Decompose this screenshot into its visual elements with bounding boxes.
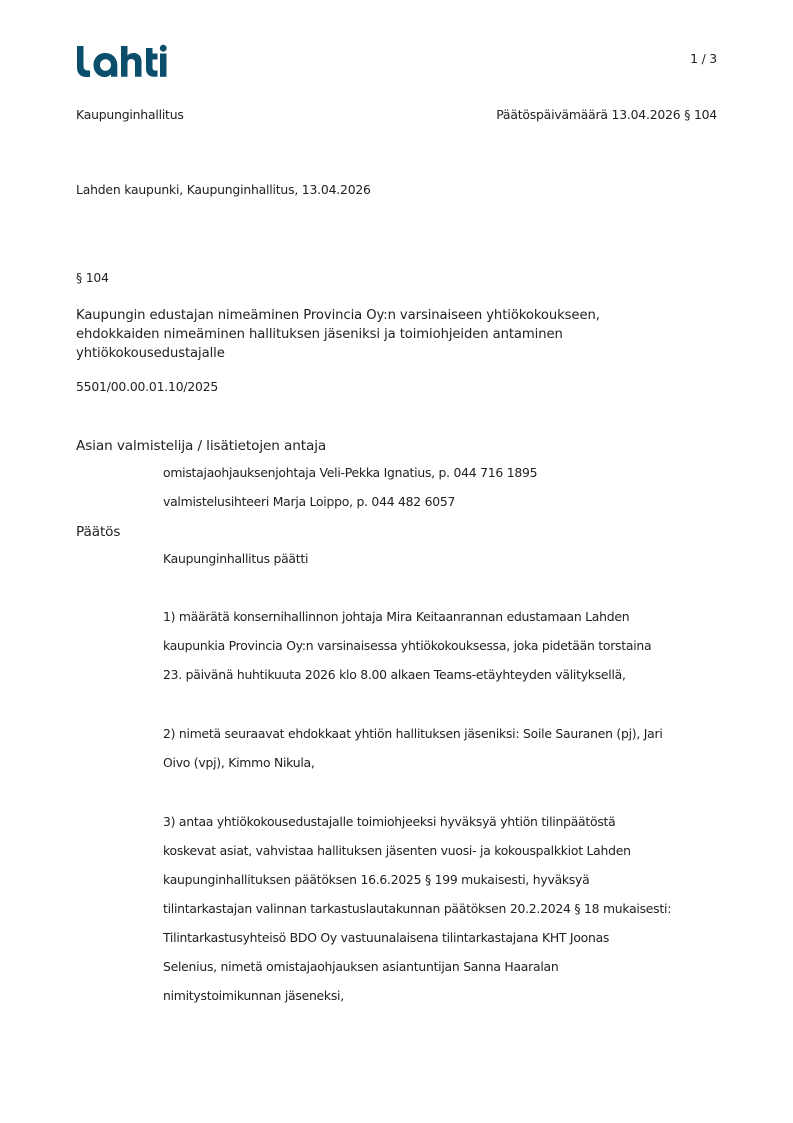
decision-item-line: kaupunginhallituksen päätöksen 16.6.2025 § 199 mukaisesti, hyväksyä (163, 872, 590, 887)
title-line: yhtiökokousedustajalle (76, 346, 225, 361)
preparer-contact: omistajaohjauksenjohtaja Veli-Pekka Ignatius, p. 044 716 1895 (163, 465, 538, 480)
decision-item-line: koskevat asiat, vahvistaa hallituksen jäsenten vuosi- ja kokouspalkkiot Lahden (163, 843, 631, 858)
decision-item-line: Oivo (vpj), Kimmo Nikula, (163, 755, 315, 770)
decision-item-line: Selenius, nimetä omistajaohjauksen asiantuntijan Sanna Haaralan (163, 959, 559, 974)
decision-item-line: 1) määrätä konsernihallinnon johtaja Mira Keitaanrannan edustamaan Lahden (163, 609, 630, 624)
page-indicator: 1 / 3 (690, 51, 717, 66)
decision-item-line: 2) nimetä seuraavat ehdokkaat yhtiön hallituksen jäseniksi: Soile Sauranen (pj), Jari (163, 726, 663, 741)
decision-intro: Kaupunginhallitus päätti (163, 551, 309, 566)
title-line: Kaupungin edustajan nimeäminen Provincia Oy:n varsinaiseen yhtiökokoukseen, (76, 308, 600, 323)
lahti-logo-mark (75, 44, 167, 78)
decision-item-line: nimitystoimikunnan jäseneksi, (163, 988, 344, 1003)
title-line: ehdokkaiden nimeäminen hallituksen jäseniksi ja toimiohjeiden antaminen (76, 327, 563, 342)
decision-heading: Päätös (76, 524, 121, 540)
decision-item-line: kaupunkia Provincia Oy:n varsinaisessa yhtiökokouksessa, joka pidetään torstaina (163, 638, 652, 653)
decision-item-line: Tilintarkastusyhteisö BDO Oy vastuunalaisena tilintarkastajana KHT Joonas (163, 930, 610, 945)
document-title (76, 306, 600, 363)
preparer-heading: Asian valmistelija / lisätietojen antaja (76, 438, 327, 454)
meeting-line: Lahden kaupunki, Kaupunginhallitus, 13.04.2026 (76, 182, 371, 197)
lahti-logo (75, 44, 167, 87)
section-number: § 104 (76, 270, 109, 285)
diary-number: 5501/00.00.01.10/2025 (76, 379, 219, 394)
decision-item-line: 3) antaa yhtiökokousedustajalle toimiohjeeksi hyväksyä yhtiön tilinpäätöstä (163, 814, 616, 829)
organ-name: Kaupunginhallitus (76, 107, 184, 122)
preparer-contact: valmistelusihteeri Marja Loippo, p. 044 482 6057 (163, 494, 456, 509)
decision-item-line: 23. päivänä huhtikuuta 2026 klo 8.00 alkaen Teams-etäyhteyden välityksellä, (163, 667, 626, 682)
decision-date: Päätöspäivämäärä 13.04.2026 § 104 (496, 107, 717, 122)
decision-item-line: tilintarkastajan valinnan tarkastuslautakunnan päätöksen 20.2.2024 § 18 mukaisesti: (163, 901, 672, 916)
